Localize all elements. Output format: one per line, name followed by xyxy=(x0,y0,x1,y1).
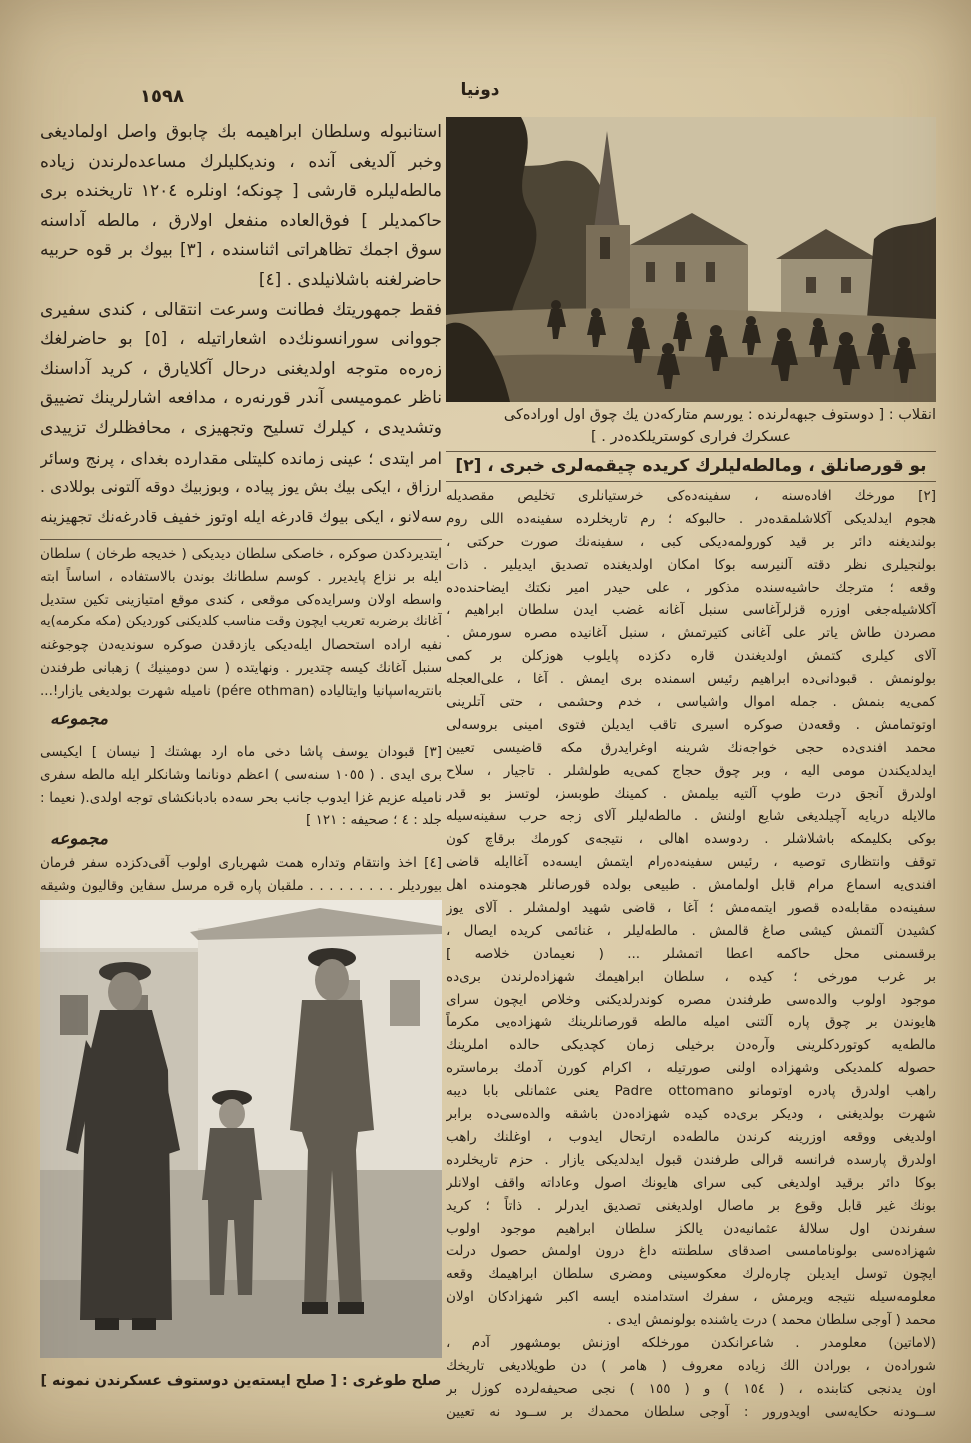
article-line: وخبر آلدیغی آنده ، ونديكليلرك مساعده‌لرندن زیاده xyxy=(40,151,442,172)
footnote-line: توقف وانتظاری توصیه ، رئیس سفینه‌ده‌رام ایتمش ایسه‌ده آغاایله قاضی xyxy=(446,854,936,871)
footnote-line: ایدلدیكندن مومی الیه ، وبر چوق حجاج كمی‌یه طولشلر . تاجیار ، سلاح xyxy=(446,762,936,779)
page-title: دونیا xyxy=(460,80,500,100)
footnote-line: اولدرق پارسده فرانسه قرالی طرفندن قبول ایدلدیكی یازار . حزم تاریخلرده xyxy=(446,1151,936,1168)
article-line: ارزاق ، ایكی بیك بش یوز پیاده ، وبوزبیك دوقه آلتونی بوللادی . xyxy=(40,478,442,497)
article-line: حاضرلغنه باشلانیلدی . [٤] xyxy=(258,269,442,290)
footnote-continuation xyxy=(40,543,442,703)
article-line: سه‌لانو ، ایكی بیوك قادرغه ایله اوتوز خفیف قادرغه‌نك تجهیزینه xyxy=(40,507,442,526)
footnote-line: محمد افندی‌ده حجی خواجه‌نك شرینه اوغرایدرق مكه قاضیسی تعیین xyxy=(446,739,936,756)
heading-rule-bottom xyxy=(446,481,936,482)
footnote-4 xyxy=(40,852,442,898)
footnote-line: ایله بر نزاع پایدیرر . كوسم سلطانك بوندن بالاستفاده ، اساساً ابته xyxy=(40,568,442,585)
footnote-line: [٢] مورخك افاده‌سنه ، سفینه‌ده‌كی خرستیانلری تخلیص مقصدیله xyxy=(446,488,936,504)
footnote-line: سنبل آغانك كیسه چتدیرر . ونهایتده ( سن دومینیك ) زهبانی طرفندن xyxy=(40,659,442,676)
footnote-line: اولدرق آنجق درت طوپ آلتیه بیلمش . كمینك طوبسز، لوتسز بو قدر xyxy=(446,785,936,802)
column-rule xyxy=(40,539,442,540)
footnote-line: راهب اولدرق پادره اوتومانو Padre ottomano یعنی عثمانلی بابا دیبه xyxy=(446,1083,936,1100)
footnote-signature: مجموعه xyxy=(50,829,108,849)
footnote-line: بولونمش . قبودانی‌ده ابراهیم رئیس اسمنده بری ایمش . آغا ، علی‌العجله xyxy=(446,671,936,688)
footnote-line: بولنجیلری نظر دقته آلنیرسه بوكا امكان اولدیغنده تصدیق ایدیلیر . ذات xyxy=(446,556,936,573)
footnote-line: شوراده‌ن ، بورادن الك زیاده معروف ( هامر ) دن طویلادیغی تاریخك xyxy=(446,1357,936,1374)
footnote-line: كمی‌یه بنمش . جمله اموال واشیاسی ، خدم وحشمی ، حتی آتلرینی xyxy=(446,694,936,711)
footnote-signature: مجموعه xyxy=(50,709,108,729)
article-line: حاكمدیلر ] فوق‌العاده منفعل اولارق ، مالطه آداسنه xyxy=(40,210,442,231)
article-line: جووانی سورانسونك‌ده اشعاراتیله ، [٥] بو حاضرلغك xyxy=(40,329,442,350)
footnote-line: سفینه‌ده مقابله‌ده قصور ایتمه‌مش ؛ آغا ، قاضی شهید اولمشلر . آلای یوز xyxy=(446,900,936,917)
footnote-line: معلومه‌سیله نتیجه ویرمش ، سفرك استدامنده ایسه اكبر شهزادكان اولان xyxy=(446,1289,936,1306)
footnote-line: بیوردیلر . . . . . . . . . ملقبان پاره قره مرسل سفاین وقالیون وشیقه xyxy=(40,877,442,894)
footnote-line: بانتریه‌اسپانیا وایتالیاده (pére othman) نامیله شهرت بولدیغی یازار!... xyxy=(40,682,442,699)
footnote-line: اولدیغی ووقعه اوزرینه كرندن مالطه‌ده ارتحال ایدوب ، اوغلنك راهب xyxy=(446,1128,936,1145)
article-line: فقط جمهوریتك فطانت وسرعت انتقالی ، كندی سفیری xyxy=(40,299,442,320)
footnote-line: بولندیغنه دائر بر قید كورولمه‌دیكی كبی ، سفینه‌نك صورت حركتی ، xyxy=(446,533,936,550)
footnote-line: سفرندن اول سلاله‌ٔ عثمانیه‌دن یالكز سلطان ابراهیم موجود اولوب xyxy=(446,1220,936,1237)
article-line: وتشدیدی ، كیلرك تسلیح وتجهیزی ، محافظلرك تزییدی xyxy=(40,417,442,438)
article-line: استانبوله وسلطان ابراهیمه بك چابوق واصل اولمادیغی xyxy=(40,122,442,142)
footnote-line: هجوم ایدلدیكی آكلاشلمقده‌در . حالبوكه ؛ رم تاریخلرده سفینه‌ده اللی روم xyxy=(446,510,936,527)
footnote-line: برقسمنی محل حاكمه اعطا اتمشلر ... ( نعیمادن خلاصه ] xyxy=(446,945,936,962)
footnote-3 xyxy=(40,741,442,832)
footnote-line: بر غرب مورخی ؛ كیده ، سلطان ابراهیمك شهزاده‌لرندن بری‌ده xyxy=(446,968,936,985)
article-line: سوق اجمك تظاهراتی اثناسنده ، [٣] بیوك بر قوه حربیه xyxy=(40,240,442,261)
footnote-line: محمد ( آوجی سلطان محمد ) درت یاشنده بولونمش ایدی . xyxy=(607,1312,936,1329)
footnote-line: بری ایدی . ( ١٠٥٥ سنه‌سی ) اعظم دونانما وشانكلر ایله مالطه سفری xyxy=(40,766,442,783)
footnote-line: موجود اولوب والده‌سی طرفندن مصره كوندرلدیكنی وخلاص ایچون سرای xyxy=(446,991,936,1008)
footnote-line: [٤] اخذ وانتقام وتداره همت شهریاری اولوب آقی‌دكزده سفر فرمان xyxy=(40,855,442,871)
footnote-line: واسطه اولان وسرایده‌كی موقعی ، كندی موقع امتیازینی تكین ستدیل xyxy=(40,591,442,608)
article-line: زه‌ره‌ه متوجه اولدیغنی درحال آكلایارق ، كرید آداسنك xyxy=(40,358,442,379)
footnote-line: آغانك برضربه تعریب ایچون وقت مناسب كلدیكنی كوردیكن (مكه مكرمه)یه xyxy=(40,614,442,630)
footnote-line: ایچون توسل ایدیلن چاره‌لرك معكوسینی ومضری سلطان ابراهیمك وقعه‌ xyxy=(446,1266,936,1283)
footnote-line: افندی‌یه اسماع مرام قابل اولمامش . طبیعی بولده قورصانلر هجومنده اهل xyxy=(446,877,936,894)
footnote-line: شهرت بولدیغنی ، ودیكر بری‌ده كیده شهزاده‌دن باشقه والده‌سی‌ده برابر xyxy=(446,1106,936,1123)
article-line: ناظر عمومیسی آندر قورنه‌ره ، مدافعه اشارلرینك تضییق xyxy=(40,388,442,409)
footnote-line: آكلاشیله‌جغی اوزره قزلرآغاسی سنبل آغانه غضب ایدن سلطان ابراهیم ، xyxy=(446,602,936,619)
footnote-line: آلای كیلری كتمش اولدیغندن قاره دكزده پایلوب هوزكلن بر كمی xyxy=(446,648,936,665)
article-line: مالطه‌لیلره قارشی [ چونكه؛ اونلره ١٢٠٤ تاریخنده بری xyxy=(40,181,442,202)
engraving-caption: انقلاب : [ دوستوف جبهه‌لرنده : یورسم متاركه‌دن یك چوق اول اوراده‌كی xyxy=(503,407,936,423)
footnote-line: وقعه ؛ مترجك حاشیه‌سنده مذكور ، علی حیدر امیر نكتك ایضاحنده‌ده xyxy=(446,579,936,596)
footnote-line: اوتوتمامش . وقعه‌دن صوكره اسیری تاقب ایدیلن فتوی امینی بروسه‌لی xyxy=(446,716,936,733)
section-heading: بو قورصانلق ، ومالطه‌لیلرك كریده چیقمه‌لری خبری ، [٢] xyxy=(455,456,927,476)
footnote-2 xyxy=(446,485,936,1424)
footnote-line: اون یدنجی كتابنده ، ( ١٥٤ ) و ( ١٥٥ ) نجی صحیفه‌لرده كوزل بر xyxy=(446,1380,936,1397)
footnote-line: مالایله دریایه آچیلدیغی شایع اولنش . مالطه‌لیلر آلای زجه حرب سفینه‌سیله xyxy=(446,808,936,825)
page-number: ١٥٩٨ xyxy=(140,86,184,107)
article-line: امر ایتدی ؛ عینی زمانده كلیتلی مقدارده بغدای ، پرنج وسائر xyxy=(40,448,442,468)
soldiers-photo xyxy=(40,900,442,1358)
footnote-line: نامیله عزیم غزا ایدوب جانب بحر سه‌ده بادبانكشای توجه اولدی.( نعیما : xyxy=(40,789,442,806)
footnote-line: هایوندن بر چوق پاره آلتنی امیله مالطه قورصانلرینك شهزاده‌یی مكرماً xyxy=(446,1014,936,1031)
footnote-line: [٣] قبودان یوسف پاشا دخی ماه ارد بهشتك [ نیسان ] ایكیسی xyxy=(40,744,442,760)
footnote-line: (لاماتین) معلومدر . شاعرانكدن مورخلكه اوزنش بومشهور آدم ، xyxy=(446,1334,936,1351)
heading-rule-top xyxy=(446,451,936,452)
engraving-caption: عسكرك فراری كوستریلكده‌در . ] xyxy=(591,429,791,445)
footnote-line: حصوله كلمدیكی وشهزاده اولنی صورتیله ، اكرام كورن آدمك برماستره xyxy=(446,1060,936,1077)
footnote-line: ســودنه حكایه‌سی اویدورور : آوجی سلطان محمدك بر ســود نه تعیین xyxy=(446,1403,936,1420)
engraving-illustration xyxy=(446,117,936,402)
footnote-line: جلد : ٤ ؛ صحیفه : ١٢١ ] xyxy=(306,812,442,829)
footnote-line: بونك غیر قابل وقوع بر ماصال اولدیغنی تصدیق ایدرلر . ذاتاً ؛ كرید xyxy=(446,1197,936,1214)
article-text-left xyxy=(40,118,442,532)
photo-caption: صلح طوغری : [ صلح ایسته‌ین دوستوف عسكرندن نمونه ] xyxy=(40,1373,442,1389)
footnote-line: كشیدن آلتمش كیشی صاغ قالمش . مالطه‌لیلر ، غنائمی كریده ایصال ، xyxy=(446,922,936,939)
footnote-line: نفیه اراده استحصال ایله‌دیكی یازدقدن صوكره سوندیه‌دن چوجوغنه xyxy=(40,637,442,654)
footnote-line: شهزاده‌سی بولونامامسی اصدقای سلطنته داغ درون اولمش حصول درلت xyxy=(446,1243,936,1260)
footnote-line: مصردن طاش یاتر علی آغانی كتیرتمش ، سنبل آغانیده مصره سورمش . xyxy=(446,625,936,642)
footnote-line: مالطه‌یه كوتوردكلرینی وآره‌دن برخیلی زمان كچدیكی حالده املرینك xyxy=(446,1037,936,1054)
footnote-line: بوكی بكلیمكه باشلاشلر . ردوسده اهالی ، نتیجه‌ی كورمك برقاچ كون xyxy=(446,831,936,848)
footnote-line: ایتدیردكدن صوكره ، خاصكی سلطان دیدیكی ( خدیجه طرخان ) سلطان xyxy=(40,546,442,562)
footnote-line: بوكا دائر برقید اولدیغی كبی سرای هایونك اصول وعاداته واقف اولانلر xyxy=(446,1174,936,1191)
